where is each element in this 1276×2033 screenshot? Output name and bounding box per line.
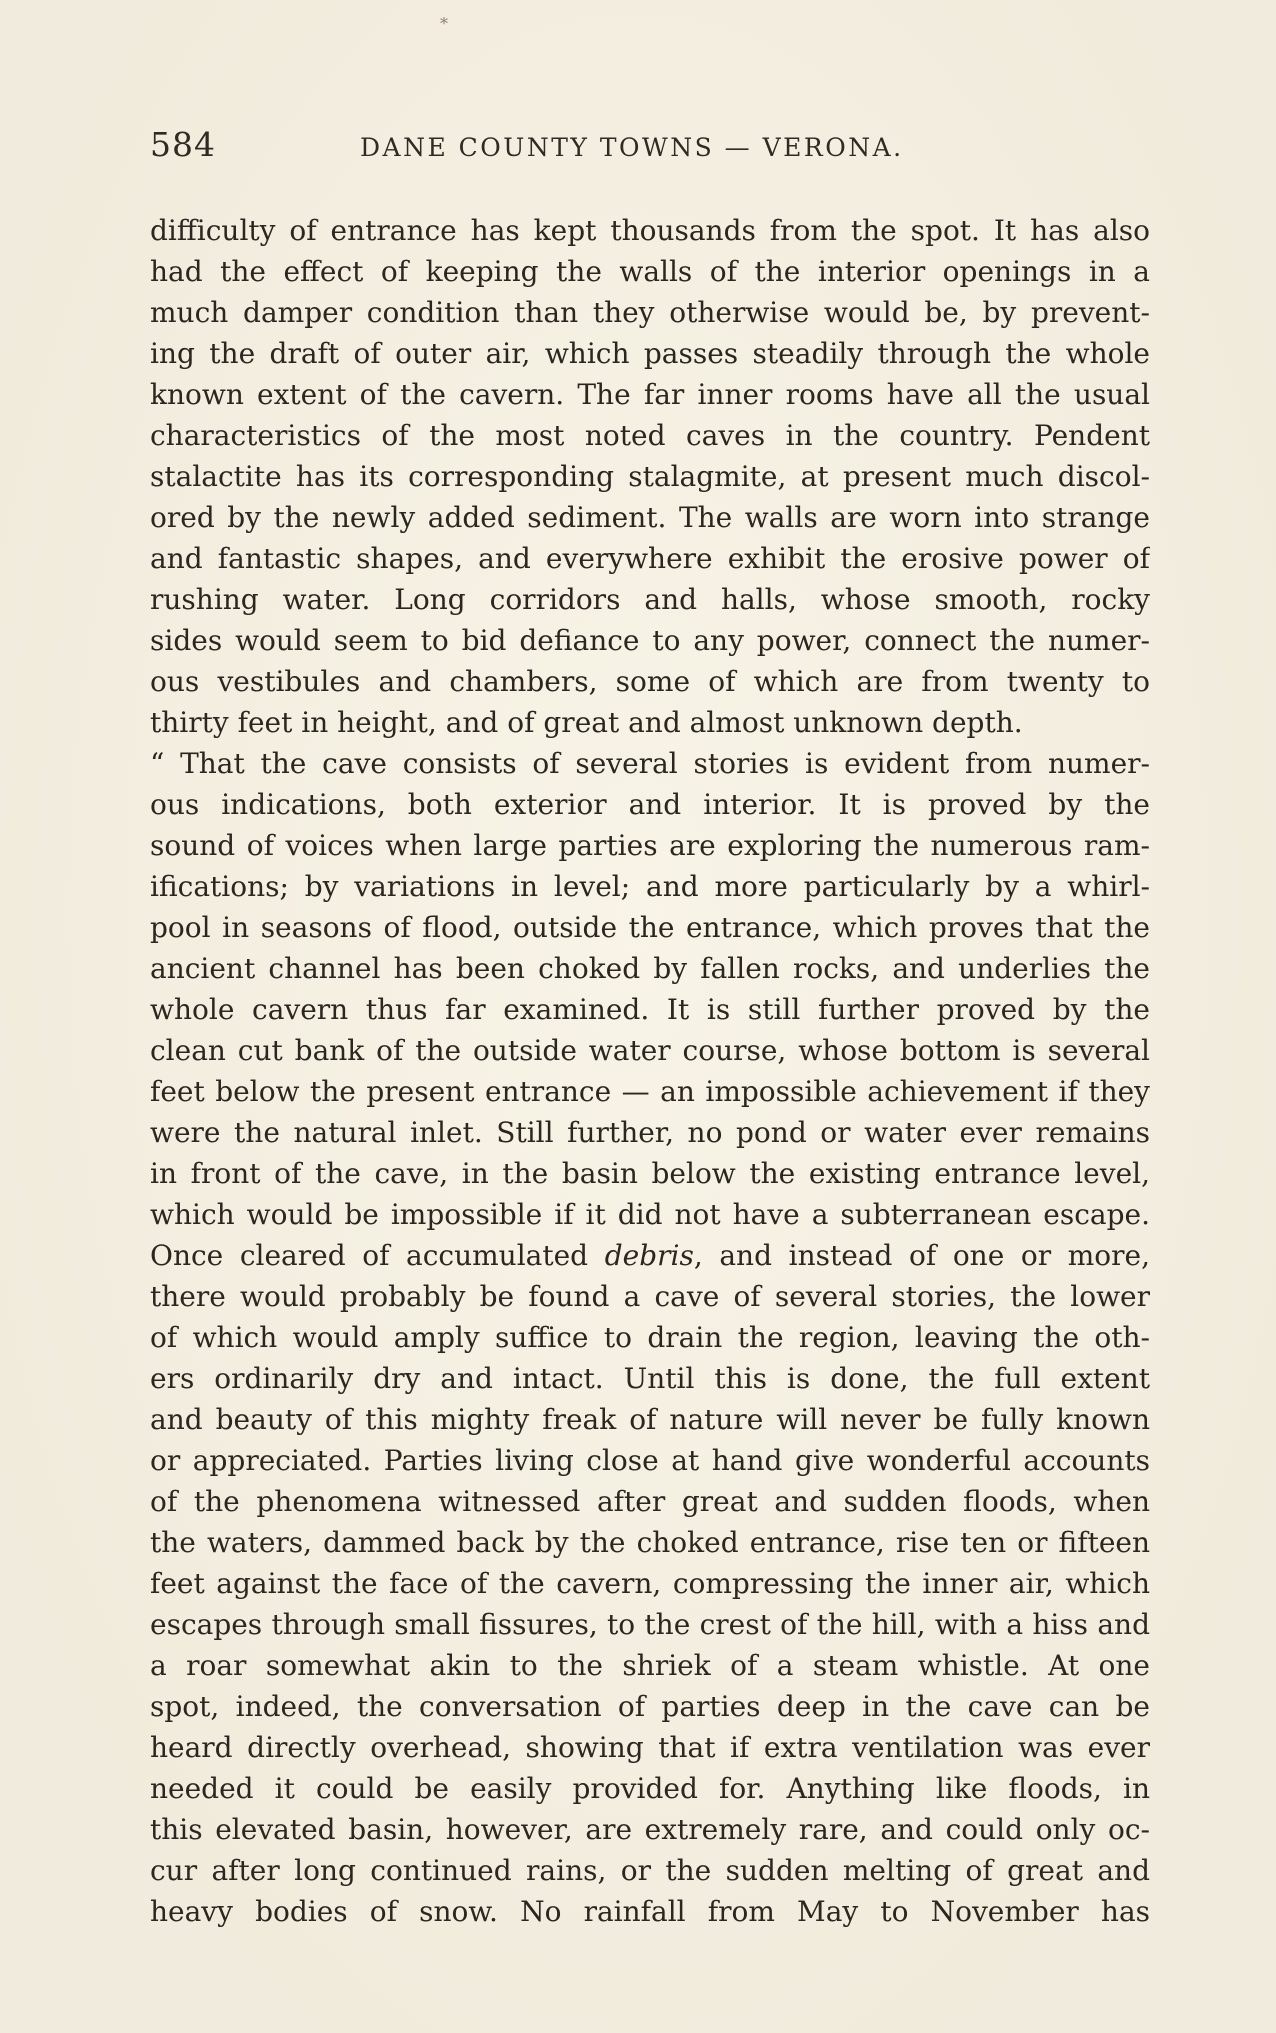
text-line: pool in seasons of flood, outside the entrance, which proves that the [150, 911, 1150, 944]
text-line: heavy bodies of snow. No rainfall from May to November has [150, 1895, 1150, 1928]
text-line: “ That the cave consists of several stories is evident from numer- [150, 747, 1150, 780]
text-line: the waters, dammed back by the choked entrance, rise ten or fifteen [150, 1526, 1150, 1559]
text-line: difficulty of entrance has kept thousands from the spot. It has also [150, 214, 1150, 247]
text-line: rushing water. Long corridors and halls, whose smooth, rocky [150, 583, 1150, 616]
text-line: which would be impossible if it did not have a subterranean escape. [150, 1198, 1150, 1231]
top-mark: * [440, 14, 448, 33]
text-line: ous vestibules and chambers, some of which are from twenty to [150, 665, 1150, 698]
text-line: thirty feet in height, and of great and almost unknown depth. [150, 706, 1023, 739]
text-line: were the natural inlet. Still further, no pond or water ever remains [150, 1116, 1150, 1149]
text-line: in front of the cave, in the basin below the existing entrance level, [150, 1157, 1150, 1190]
text-line: spot, indeed, the conversation of parties deep in the cave can be [150, 1690, 1150, 1723]
text-line: known extent of the cavern. The far inner rooms have all the usual [150, 378, 1150, 411]
text-line: needed it could be easily provided for. Anything like floods, in [150, 1772, 1150, 1805]
text-line: of which would amply suffice to drain the region, leaving the oth- [150, 1321, 1150, 1354]
italic-word: debris [604, 1239, 694, 1272]
text-line: feet against the face of the cavern, compressing the inner air, which [150, 1567, 1150, 1600]
text-line: a roar somewhat akin to the shriek of a steam whistle. At one [150, 1649, 1150, 1682]
page-header [150, 125, 1140, 175]
text-line: sides would seem to bid defiance to any power, connect the numer- [150, 624, 1150, 657]
text-line: ancient channel has been choked by fallen rocks, and underlies the [150, 952, 1150, 985]
text-line: escapes through small fissures, to the crest of the hill, with a hiss and [150, 1608, 1150, 1641]
text-line: had the effect of keeping the walls of the interior openings in a [150, 255, 1150, 288]
text-line: clean cut bank of the outside water course, whose bottom is several [150, 1034, 1150, 1067]
text-line: sound of voices when large parties are exploring the numerous ram- [150, 829, 1150, 862]
text-line: of the phenomena witnessed after great and sudden floods, when [150, 1485, 1150, 1518]
text-line: ored by the newly added sediment. The walls are worn into strange [150, 501, 1150, 534]
text-line: ing the draft of outer air, which passes steadily through the whole [150, 337, 1150, 370]
text-line: whole cavern thus far examined. It is still further proved by the [150, 993, 1150, 1026]
text-line: this elevated basin, however, are extremely rare, and could only oc- [150, 1813, 1150, 1846]
text-line: characteristics of the most noted caves in the country. Pendent [150, 419, 1150, 452]
text-line: stalactite has its corresponding stalagmite, at present much discol- [150, 460, 1150, 493]
text-line: and beauty of this mighty freak of nature will never be fully known [150, 1403, 1150, 1436]
line-segment: Once cleared of accumulated [150, 1239, 605, 1272]
text-line: ers ordinarily dry and intact. Until this is done, the full extent [150, 1362, 1150, 1395]
text-line: much damper condition than they otherwise would be, by prevent- [150, 296, 1150, 329]
line-segment: , and instead of one or more, [693, 1239, 1150, 1272]
page-number: 584 [150, 125, 216, 164]
text-line: ifications; by variations in level; and more particularly by a whirl- [150, 870, 1150, 903]
text-line-with-italic [150, 1235, 1150, 1276]
text-line: or appreciated. Parties living close at hand give wonderful accounts [150, 1444, 1150, 1477]
text-line: heard directly overhead, showing that if extra ventilation was ever [150, 1731, 1150, 1764]
text-line: feet below the present entrance — an impossible achievement if they [150, 1075, 1150, 1108]
body-text [150, 210, 1150, 1932]
text-line: and fantastic shapes, and everywhere exhibit the erosive power of [150, 542, 1150, 575]
text-line: ous indications, both exterior and interior. It is proved by the [150, 788, 1150, 821]
running-head: DANE COUNTY TOWNS — VERONA. [360, 133, 904, 162]
text-line: cur after long continued rains, or the sudden melting of great and [150, 1854, 1150, 1887]
text-line: there would probably be found a cave of several stories, the lower [150, 1280, 1150, 1313]
